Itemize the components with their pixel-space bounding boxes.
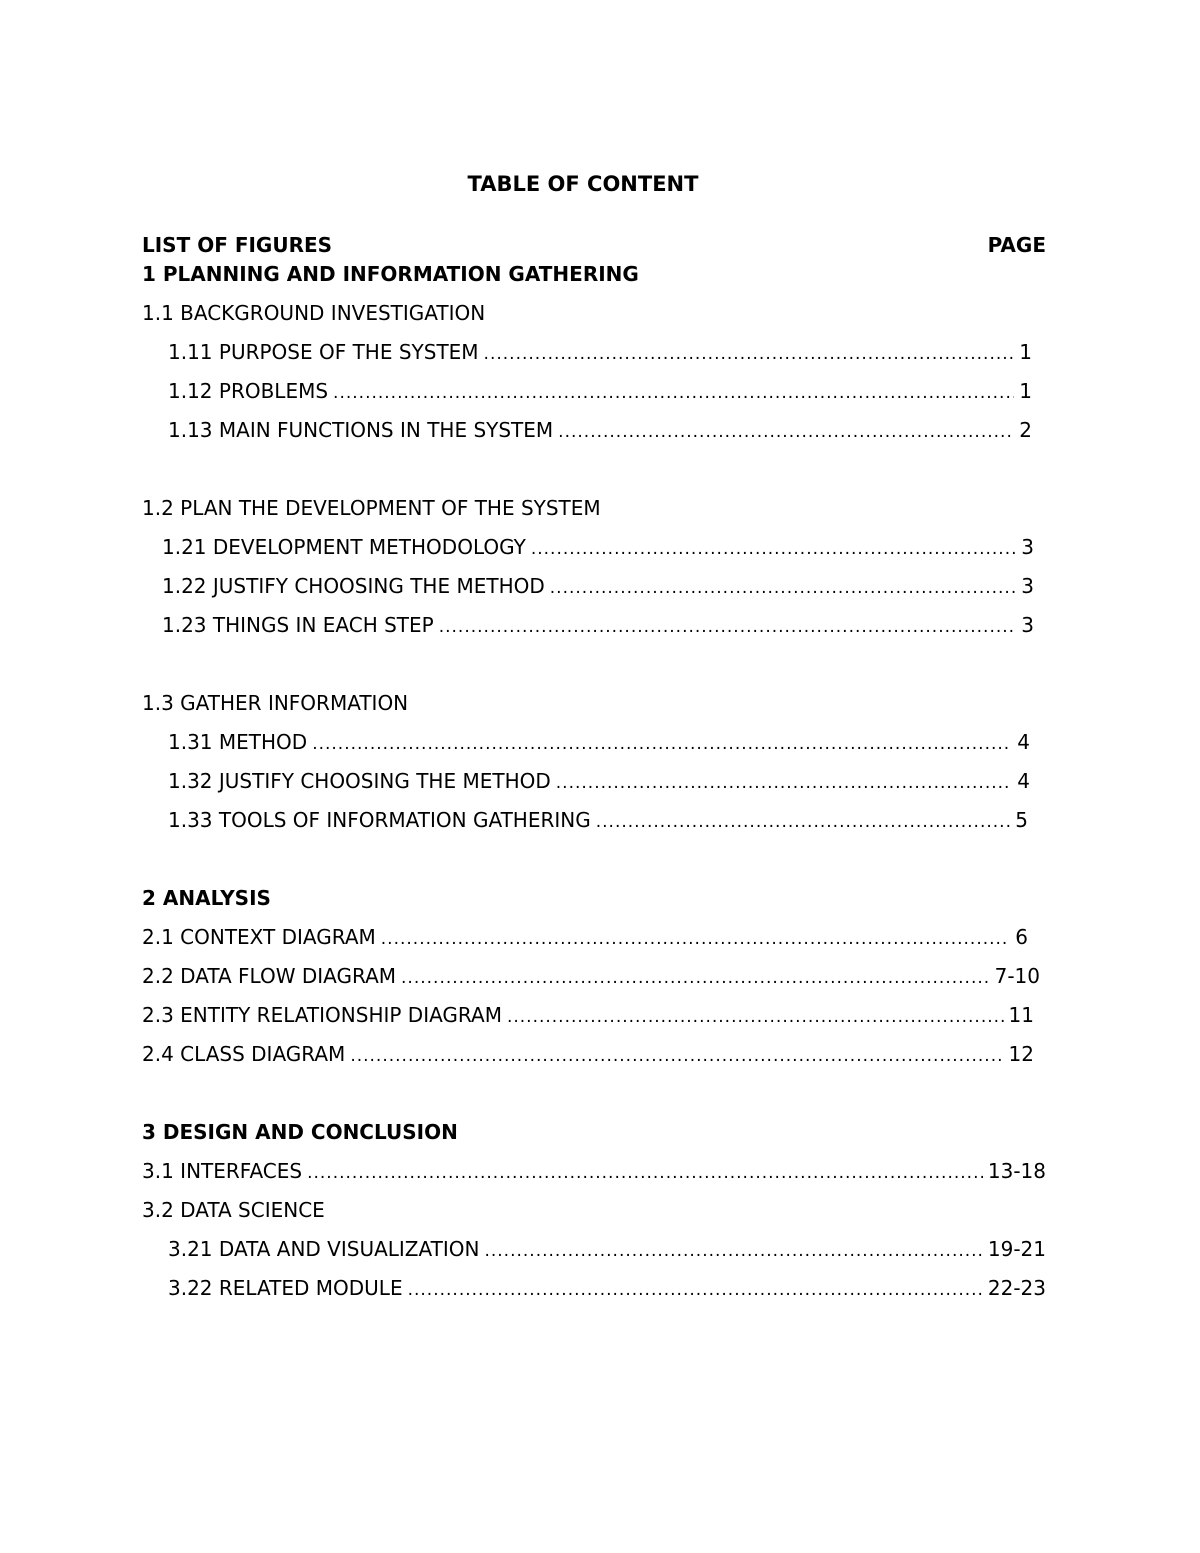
page-number: 2	[1019, 418, 1032, 442]
page-number: 3	[1021, 574, 1034, 598]
toc-entry-1-11[interactable]: 1.11 PURPOSE OF THE SYSTEM ..... 1	[168, 339, 1032, 365]
page-number: 5	[1015, 808, 1028, 832]
page-column-heading: PAGE	[987, 233, 1046, 257]
page-number: 12	[1008, 1042, 1034, 1066]
page-number: 13-18	[987, 1159, 1046, 1183]
dot-leader	[333, 380, 1014, 406]
dot-leader	[596, 809, 1011, 835]
page-number: 4	[1017, 769, 1030, 793]
toc-entry-3-22[interactable]: 3.22 RELATED MODULE ..... 22-23	[168, 1275, 1046, 1301]
toc-entry-2-1[interactable]: 2.1 CONTEXT DIAGRAM ..... 6	[142, 924, 1028, 950]
chapter-heading-3: 3 DESIGN AND CONCLUSION	[142, 1120, 458, 1144]
chapter-heading-2: 2 ANALYSIS	[142, 886, 271, 910]
page-number: 22-23	[987, 1276, 1046, 1300]
chapter-heading-1: 1 PLANNING AND INFORMATION GATHERING	[142, 262, 639, 286]
toc-entry-1-23[interactable]: 1.23 THINGS IN EACH STEP ..... 3	[162, 612, 1034, 638]
toc-entry-3-1[interactable]: 3.1 INTERFACES ..... 13-18	[142, 1158, 1046, 1184]
page-number: 1	[1019, 340, 1032, 364]
toc-entry-1-12[interactable]: 1.12 PROBLEMS ..... 1	[168, 378, 1032, 404]
dot-leader	[558, 419, 1014, 445]
page-number: 11	[1008, 1003, 1034, 1027]
dot-leader	[550, 575, 1017, 601]
dot-leader	[312, 731, 1012, 757]
toc-entry-1-31[interactable]: 1.31 METHOD ..... 4	[168, 729, 1030, 755]
toc-entry-1-33[interactable]: 1.33 TOOLS OF INFORMATION GATHERING ..... 5	[168, 807, 1028, 833]
list-of-figures-heading: LIST OF FIGURES	[142, 233, 333, 257]
toc-entry-1-21[interactable]: 1.21 DEVELOPMENT METHODOLOGY ..... 3	[162, 534, 1034, 560]
toc-entry-2-2[interactable]: 2.2 DATA FLOW DIAGRAM ..... 7-10	[142, 963, 1040, 989]
toc-header-row	[142, 232, 1046, 258]
dot-leader	[484, 1238, 982, 1264]
toc-entry-3-2[interactable]: 3.2 DATA SCIENCE	[142, 1198, 325, 1222]
dot-leader	[484, 341, 1015, 367]
dot-leader	[556, 770, 1013, 796]
dot-leader	[408, 1277, 983, 1303]
page-number: 3	[1021, 535, 1034, 559]
toc-entry-1-3[interactable]: 1.3 GATHER INFORMATION	[142, 691, 409, 715]
page-title: TABLE OF CONTENT	[467, 172, 699, 196]
dot-leader	[531, 536, 1016, 562]
page-number: 4	[1017, 730, 1030, 754]
page-number: 6	[1015, 925, 1028, 949]
toc-entry-1-32[interactable]: 1.32 JUSTIFY CHOOSING THE METHOD ..... 4	[168, 768, 1030, 794]
page-number: 1	[1019, 379, 1032, 403]
toc-entry-2-3[interactable]: 2.3 ENTITY RELATIONSHIP DIAGRAM ..... 11	[142, 1002, 1034, 1028]
dot-leader	[381, 926, 1011, 952]
toc-entry-1-13[interactable]: 1.13 MAIN FUNCTIONS IN THE SYSTEM ..... 2	[168, 417, 1032, 443]
page-number: 7-10	[994, 964, 1040, 988]
dot-leader	[507, 1004, 1004, 1030]
toc-entry-2-4[interactable]: 2.4 CLASS DIAGRAM ..... 12	[142, 1041, 1034, 1067]
dot-leader	[350, 1043, 1003, 1069]
dot-leader	[401, 965, 990, 991]
toc-entry-1-22[interactable]: 1.22 JUSTIFY CHOOSING THE METHOD ..... 3	[162, 573, 1034, 599]
toc-entry-1-1[interactable]: 1.1 BACKGROUND INVESTIGATION	[142, 301, 486, 325]
dot-leader	[307, 1160, 983, 1186]
page-number: 19-21	[987, 1237, 1046, 1261]
toc-entry-1-2[interactable]: 1.2 PLAN THE DEVELOPMENT OF THE SYSTEM	[142, 496, 601, 520]
dot-leader	[439, 614, 1017, 640]
page-number: 3	[1021, 613, 1034, 637]
toc-entry-3-21[interactable]: 3.21 DATA AND VISUALIZATION ..... 19-21	[168, 1236, 1046, 1262]
